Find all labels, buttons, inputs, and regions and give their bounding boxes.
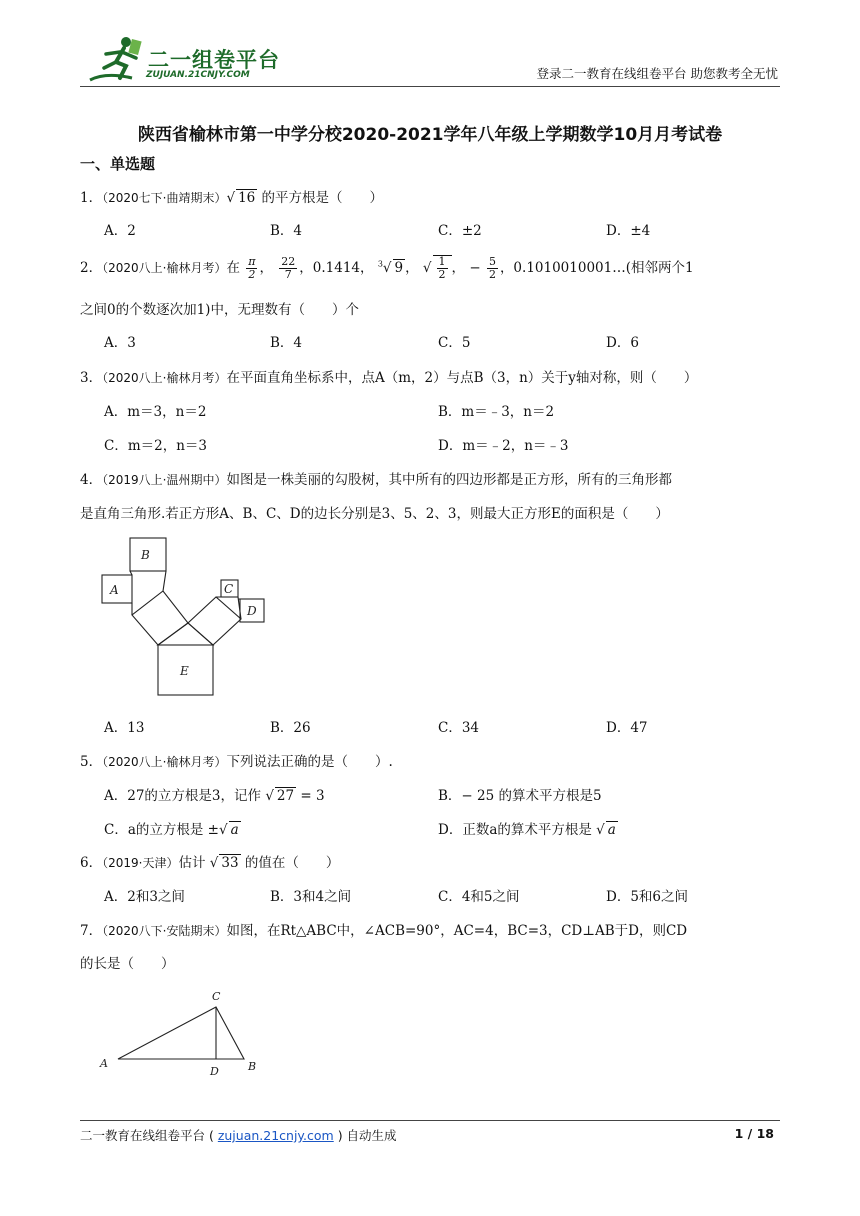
frac-22-7: $\frac{22}{7}$ [281, 255, 296, 281]
sqrt-half: $\frac{1}{2}$ [433, 255, 452, 281]
q4-option-c[interactable]: C．34 [438, 720, 480, 736]
question-4-line2: 是直角三角形.若正方形A、B、C、D的边长分别是3、5、2、3，则最大正方形E的面积是（ ） [80, 506, 669, 522]
q2-option-b[interactable]: B．4 [270, 335, 303, 351]
q1-option-d[interactable]: D．±4 [606, 223, 651, 239]
header-tagline: 登录二一教育在线组卷平台 助您教考全无忧 [536, 66, 778, 81]
cbrt-9: 9 [394, 260, 404, 276]
q4-option-d[interactable]: D．47 [606, 720, 648, 736]
label-B: B [248, 1060, 257, 1073]
label-D: D [247, 604, 257, 618]
q2-option-d[interactable]: D．6 [606, 335, 639, 351]
footer-credit: 二一教育在线组卷平台 ( zujuan.21cnjy.com ) 自动生成 [80, 1128, 397, 1143]
q1-option-a[interactable]: A．2 [104, 223, 136, 239]
logo-url: ZUJUAN.21CNJY.COM [146, 70, 250, 80]
frac-pi-2: $\frac{\pi}{2}$ [248, 255, 256, 281]
sqrt-33: 33 [221, 855, 239, 871]
q3-option-d[interactable]: D．m＝﹣2，n＝﹣3 [438, 438, 569, 454]
q5-option-d[interactable]: D．正数a的算术平方根是 √ a [438, 822, 616, 838]
label-D: D [210, 1065, 219, 1077]
q6-option-d[interactable]: D．5和6之间 [606, 889, 689, 905]
logo-text: 二一组卷平台 [148, 48, 280, 72]
question-2: 2．（2020八上·榆林月考）在 $\frac{\pi}{2}$ ， $\frac{22}{7}$ ，0.1414， $^3$√ 9 ， √ $\frac{1}{2}$ ， − $\frac{5}{2}$ ，0.1010010001…(相邻两个1 [80, 255, 694, 281]
q6-option-a[interactable]: A．2和3之间 [104, 889, 185, 905]
q5-option-c[interactable]: C．a的立方根是 ±√ a [104, 822, 239, 838]
label-E: E [180, 664, 189, 678]
question-6: 6．（2019·天津）估计 √ 33 的值在（ ） [80, 855, 340, 871]
q1-option-b[interactable]: B．4 [270, 223, 303, 239]
q4-option-b[interactable]: B．26 [270, 720, 311, 736]
section-heading: 一、单选题 [80, 155, 156, 173]
question-7: 7．（2020八下·安陆期末）如图，在Rt△ABC中，∠ACB=90°，AC=4，BC=3，CD⊥AB于D，则CD [80, 923, 688, 939]
label-C: C [212, 990, 221, 1003]
question-2-line2: 之间0的个数逐次加1)中，无理数有（ ）个 [80, 302, 359, 318]
footer-link[interactable]: zujuan.21cnjy.com [217, 1128, 334, 1143]
q3-option-b[interactable]: B．m＝﹣3，n＝2 [438, 404, 555, 420]
footer-divider [80, 1120, 780, 1121]
question-4: 4．（2019八上·温州期中）如图是一株美丽的勾股树，其中所有的四边形都是正方形，所有的三角形都 [80, 472, 672, 488]
question-1: 1．（2020七下·曲靖期末）√ 16 的平方根是（ ） [80, 190, 384, 206]
label-C: C [224, 582, 234, 596]
header-divider [80, 86, 780, 87]
label-A: A [100, 1057, 108, 1070]
q2-option-c[interactable]: C．5 [438, 335, 471, 351]
exam-title: 陕西省榆林市第一中学分校2020-2021学年八年级上学期数学10月月考试卷 [137, 125, 723, 145]
q2-option-a[interactable]: A．3 [104, 335, 136, 351]
q3-option-c[interactable]: C．m＝2，n＝3 [104, 438, 208, 454]
label-B: B [141, 548, 150, 562]
q3-option-a[interactable]: A．m＝3，n＝2 [104, 404, 207, 420]
q6-option-c[interactable]: C．4和5之间 [438, 889, 520, 905]
question-3: 3．（2020八上·榆林月考）在平面直角坐标系中，点A（m，2）与点B（3，n）关于y轴对称，则（ ） [80, 370, 698, 386]
q5-option-a[interactable]: A．27的立方根是3，记作 √ 27 = 3 [104, 788, 325, 804]
page-number: 1 / 18 [734, 1126, 774, 1141]
q4-option-a[interactable]: A．13 [104, 720, 145, 736]
pythagoras-tree-figure [100, 533, 270, 698]
frac-neg-5-2: $\frac{5}{2}$ [488, 255, 496, 281]
q1-option-c[interactable]: C．±2 [438, 223, 482, 239]
question-5: 5．（2020八上·榆林月考）下列说法正确的是（ ）. [80, 754, 393, 770]
q6-option-b[interactable]: B．3和4之间 [270, 889, 352, 905]
sqrt-16: 16 [238, 190, 256, 206]
right-triangle-figure [98, 985, 268, 1077]
label-A: A [110, 583, 119, 597]
q5-option-b[interactable]: B．− 25 的算术平方根是5 [438, 788, 602, 804]
question-7-line2: 的长是（ ） [80, 956, 175, 972]
